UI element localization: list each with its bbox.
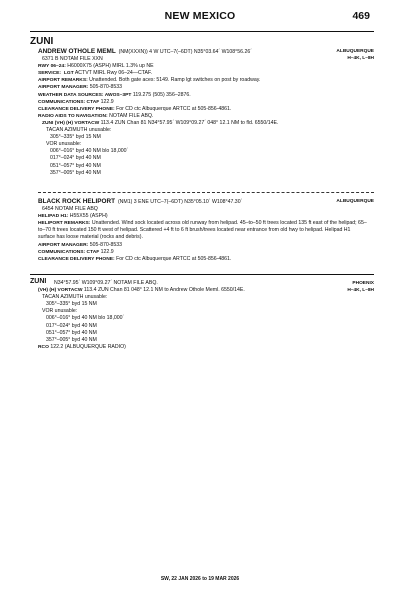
vor-item: 051°–057° byd 40 NM: [50, 162, 101, 169]
manager-text: 505-870-8533: [88, 241, 123, 248]
tacan-label: TACAN AZIMUTH unusable:: [46, 127, 112, 134]
vor-item: 357°–005° byd 40 NM: [46, 336, 97, 343]
vortac-text: 113.4 ZUN Chan 81 048° 12.1 NM to Andrew Othole Meml. 6550/14E.: [82, 287, 245, 294]
heliport-remarks-label: HELIPORT REMARKS:: [38, 221, 91, 227]
airport-entry-andrew-othole: [38, 48, 374, 177]
chart-reference: [336, 48, 374, 62]
elev-line: 6454 NOTAM FILE ABQ: [42, 206, 98, 213]
rco-text: 122.2 (ALBUQUERQUE RADIO): [48, 343, 126, 350]
comm-text: 122.9: [99, 248, 114, 255]
remarks-text: Unattended. Both gate aces: 5149. Ramp lgt switches on post by roadway.: [87, 77, 261, 84]
chart-sub: H–4K, L–8H: [347, 288, 374, 293]
chart-name: ALBUQUERQUE: [336, 199, 374, 204]
chart-sub: H–4K, L–8H: [347, 56, 374, 61]
heliport-id-line: (NM1) 3 ENE UTC–7(–6DT) N35°05.10´ W108°47.30´: [117, 199, 243, 205]
navaid-name: ZUNI: [30, 278, 47, 285]
vor-item: 006°–016° byd 40 NM blo 18,000´: [50, 148, 129, 155]
vortac-label: (VH) (H) VORTACW: [38, 288, 83, 294]
vortac-text: 113.4 ZUN Chan 81 N34°57.95´ W109°09.27´ 048° 12.1 NM to fld. 6550/14E.: [99, 119, 279, 126]
helipad-text: H55X55 (ASPH): [68, 213, 108, 220]
chart-reference: [347, 280, 374, 294]
helipad-label: HELIPAD H1:: [38, 214, 69, 220]
page-footer: SW, 22 JAN 2026 to 19 MAR 2026: [160, 576, 240, 582]
runway-text: H6000X75 (ASPH) MIRL 1.3% up NE: [65, 63, 154, 70]
airport-id-line: (NM(XXXN)) 4 W UTC–7(–6DT) N35°03.64´ W108°56.26´: [118, 49, 252, 55]
chart-name: PHOENIX: [352, 281, 374, 286]
heliport-name: BLACK ROCK HELIPORT: [38, 198, 116, 205]
vortac-label: ZUNI (VH) (H) VORTACW: [42, 120, 100, 126]
chart-name: ALBUQUERQUE: [336, 49, 374, 54]
vor-item: 051°–057° byd 40 NM: [46, 329, 97, 336]
tacan-label: TACAN AZIMUTH unusable:: [42, 294, 108, 301]
manager-text: 505-870-8533: [88, 84, 123, 91]
weather-label: WEATHER DATA SOURCES: AWOS–3PT: [38, 92, 132, 98]
manager-label: AIRPORT MANAGER:: [38, 85, 89, 91]
vor-item: 017°–024° byd 40 NM: [46, 322, 97, 329]
entry-separator: [38, 192, 374, 193]
header-rule: [30, 31, 374, 32]
navaid-entry-zuni: [38, 280, 374, 351]
comm-text: 122.9: [99, 98, 114, 105]
airport-name: ANDREW OTHOLE MEML: [38, 48, 116, 55]
page-number: 469: [352, 10, 370, 22]
tacan-item: 305°–335° byd 15 NM: [50, 134, 101, 141]
clearance-text: For CD ctc Albuquerque ARTCC at 505-856-4861.: [114, 255, 232, 262]
page-header: [0, 10, 400, 26]
navaid-coord-line: N34°57.95´ W109°09.27´ NOTAM FILE ABQ.: [54, 280, 158, 286]
tacan-item: 305°–335° byd 15 NM: [46, 301, 97, 308]
elev-line: 6371 B NOTAM FILE XXN: [42, 56, 103, 63]
airport-entry-black-rock: [38, 198, 374, 263]
remarks-label: AIRPORT REMARKS:: [38, 78, 88, 84]
manager-label: AIRPORT MANAGER:: [38, 242, 89, 248]
radio-aids-text: NOTAM FILE ABQ.: [107, 112, 154, 119]
comm-label: COMMUNICATIONS: CTAF: [38, 249, 100, 255]
state-title: NEW MEXICO: [164, 10, 236, 22]
vor-label: VOR unusable:: [46, 141, 82, 148]
vor-item: 017°–024° byd 40 NM: [50, 155, 101, 162]
weather-text: 119.275 (505) 356–2876.: [131, 91, 191, 98]
heliport-remarks-text: Unattended. Wind sock located across old runway from helipad. 45–to–50 ft trees located 135 ft east of the helipad; 65–to–70 ft trees located 150 ft west of helipad. Scattered +4 ft to 6 ft brush/trees located near entrance from old hwy to helipad. Helipad H1 surface has loose material (rocks and debris).: [38, 220, 367, 241]
comm-label: COMMUNICATIONS: CTAF: [38, 99, 100, 105]
vor-label: VOR unusable:: [42, 308, 78, 315]
lgt-label: LGT: [63, 71, 74, 77]
city-heading: ZUNI: [30, 36, 54, 47]
rco-label: RCO: [38, 344, 49, 350]
runway-label: RWY 06–24:: [38, 64, 66, 70]
clearance-label: CLEARANCE DELIVERY PHONE:: [38, 106, 115, 112]
chart-reference: [336, 198, 374, 205]
radio-aids-label: RADIO AIDS TO NAVIGATION:: [38, 113, 108, 119]
vor-item: 357°–005° byd 40 NM: [50, 169, 101, 176]
clearance-text: For CD ctc Albuquerque ARTCC at 505-856-4861.: [114, 105, 232, 112]
section-rule: [30, 274, 374, 275]
service-text: ACTVT MIRL Rwy 06–24—CTAF.: [73, 70, 152, 77]
service-label: SERVICE:: [38, 71, 62, 77]
clearance-label: CLEARANCE DELIVERY PHONE:: [38, 256, 115, 262]
vor-item: 006°–016° byd 40 NM blo 18,000´: [46, 315, 125, 322]
